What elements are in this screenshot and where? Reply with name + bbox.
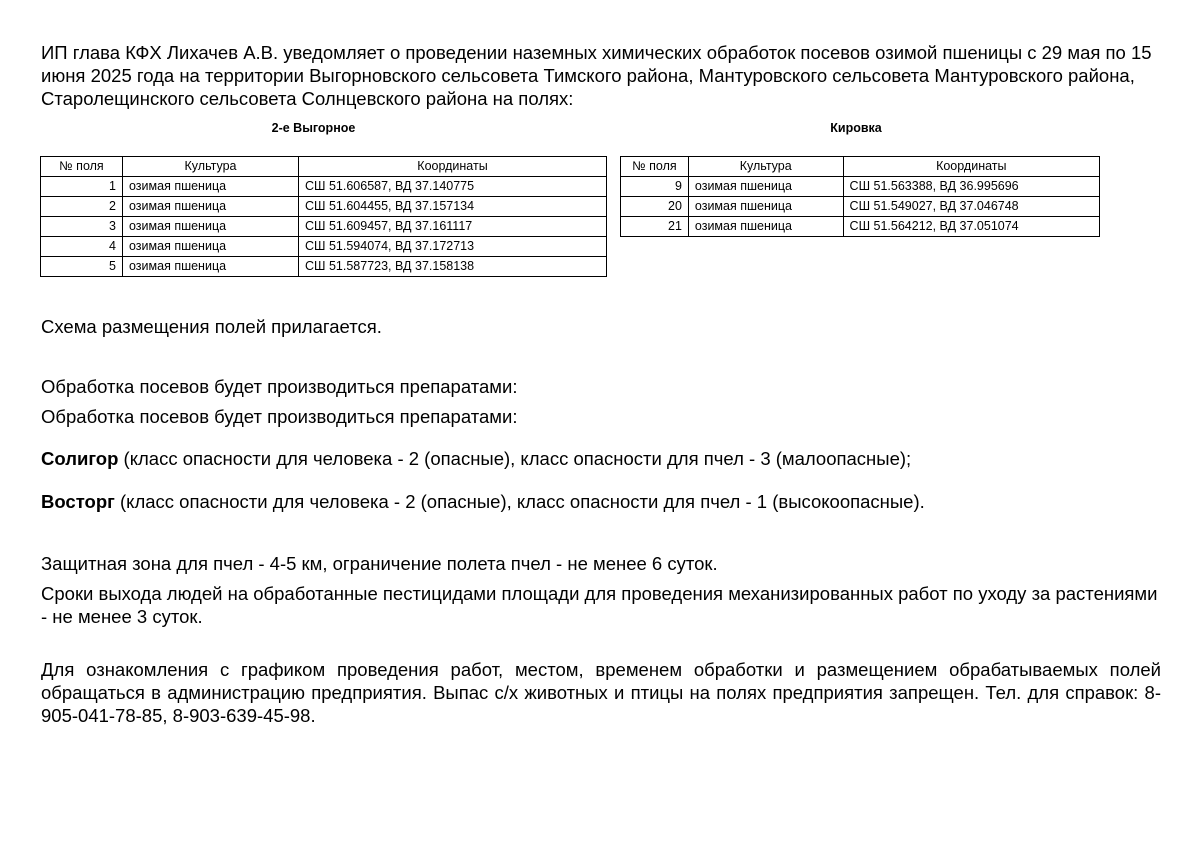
field-number: 3	[41, 217, 123, 237]
table-header-row	[41, 157, 607, 177]
crop: озимая пшеница	[123, 177, 299, 197]
coordinates: СШ 51.549027, ВД 37.046748	[843, 197, 1099, 217]
product-details: (класс опасности для человека - 2 (опасные), класс опасности для пчел - 3 (малоопасные);	[118, 448, 912, 469]
fields-table-vygornoe	[40, 156, 607, 277]
crop: озимая пшеница	[688, 217, 843, 237]
coordinates: СШ 51.564212, ВД 37.051074	[843, 217, 1099, 237]
header-field-number: № поля	[621, 157, 689, 177]
coordinates: СШ 51.604455, ВД 37.157134	[299, 197, 607, 217]
table-row	[621, 217, 1100, 237]
header-coordinates: Координаты	[299, 157, 607, 177]
intro-paragraph: ИП глава КФХ Лихачев А.В. уведомляет о проведении наземных химических обработок посевов озимой пшеницы с 29 мая по 15 июня 2025 года на территории Выгорновского сельсовета Тимского района, Мантуровского сельсовета Мантуровского района, Старолещинского сельсовета Солнцевского района на полях:	[41, 42, 1152, 109]
crop: озимая пшеница	[123, 197, 299, 217]
table-row	[41, 257, 607, 277]
crop: озимая пшеница	[688, 177, 843, 197]
crop: озимая пшеница	[123, 217, 299, 237]
field-number: 9	[621, 177, 689, 197]
fields-table-kirovka	[620, 156, 1100, 237]
product-details: (класс опасности для человека - 2 (опасные), класс опасности для пчел - 1 (высокоопасные).	[114, 491, 925, 512]
field-number: 1	[41, 177, 123, 197]
coordinates: СШ 51.587723, ВД 37.158138	[299, 257, 607, 277]
table-row	[621, 197, 1100, 217]
table-row	[621, 177, 1100, 197]
product-vostorg	[41, 490, 1161, 513]
field-number: 21	[621, 217, 689, 237]
product-name: Солигор	[41, 448, 119, 469]
coordinates: СШ 51.609457, ВД 37.161117	[299, 217, 607, 237]
contacts-paragraph: Для ознакомления с графиком проведения работ, местом, временем обработки и размещением обрабатываемых полей обращаться в администрацию предприятия. Выпас с/х животных и птицы на полях предприятия запрещен. Тел. для справок: 8-905-041-78-85, 8-903-639-45-98.	[41, 659, 1161, 726]
product-soligor	[41, 447, 1161, 470]
processing-line-2: Обработка посевов будет производиться препаратами:	[41, 406, 518, 427]
table-row	[41, 237, 607, 257]
crop: озимая пшеница	[688, 197, 843, 217]
product-name: Восторг	[41, 491, 115, 512]
field-number: 20	[621, 197, 689, 217]
coordinates: СШ 51.594074, ВД 37.172713	[299, 237, 607, 257]
table-row	[41, 197, 607, 217]
crop: озимая пшеница	[123, 237, 299, 257]
field-number: 4	[41, 237, 123, 257]
header-coordinates: Координаты	[843, 157, 1099, 177]
table-title-kirovka: Кировка	[830, 121, 882, 135]
exit-terms-note: Сроки выхода людей на обработанные пестицидами площади для проведения механизированных работ по уходу за растениями - не менее 3 суток.	[41, 583, 1158, 627]
coordinates: СШ 51.606587, ВД 37.140775	[299, 177, 607, 197]
processing-line-1: Обработка посевов будет производиться препаратами:	[41, 376, 518, 397]
field-number: 5	[41, 257, 123, 277]
table-title-vygornoe: 2-е Выгорное	[271, 121, 356, 135]
table-row	[41, 177, 607, 197]
crop: озимая пшеница	[123, 257, 299, 277]
scheme-note: Схема размещения полей прилагается.	[41, 316, 382, 337]
field-number: 2	[41, 197, 123, 217]
table-block-kirovka	[620, 118, 1100, 237]
table-block-vygornoe	[40, 118, 607, 277]
table-header-row	[621, 157, 1100, 177]
header-field-number: № поля	[41, 157, 123, 177]
header-crop: Культура	[688, 157, 843, 177]
coordinates: СШ 51.563388, ВД 36.995696	[843, 177, 1099, 197]
table-row	[41, 217, 607, 237]
bee-zone-note: Защитная зона для пчел - 4-5 км, ограничение полета пчел - не менее 6 суток.	[41, 553, 718, 574]
header-crop: Культура	[123, 157, 299, 177]
